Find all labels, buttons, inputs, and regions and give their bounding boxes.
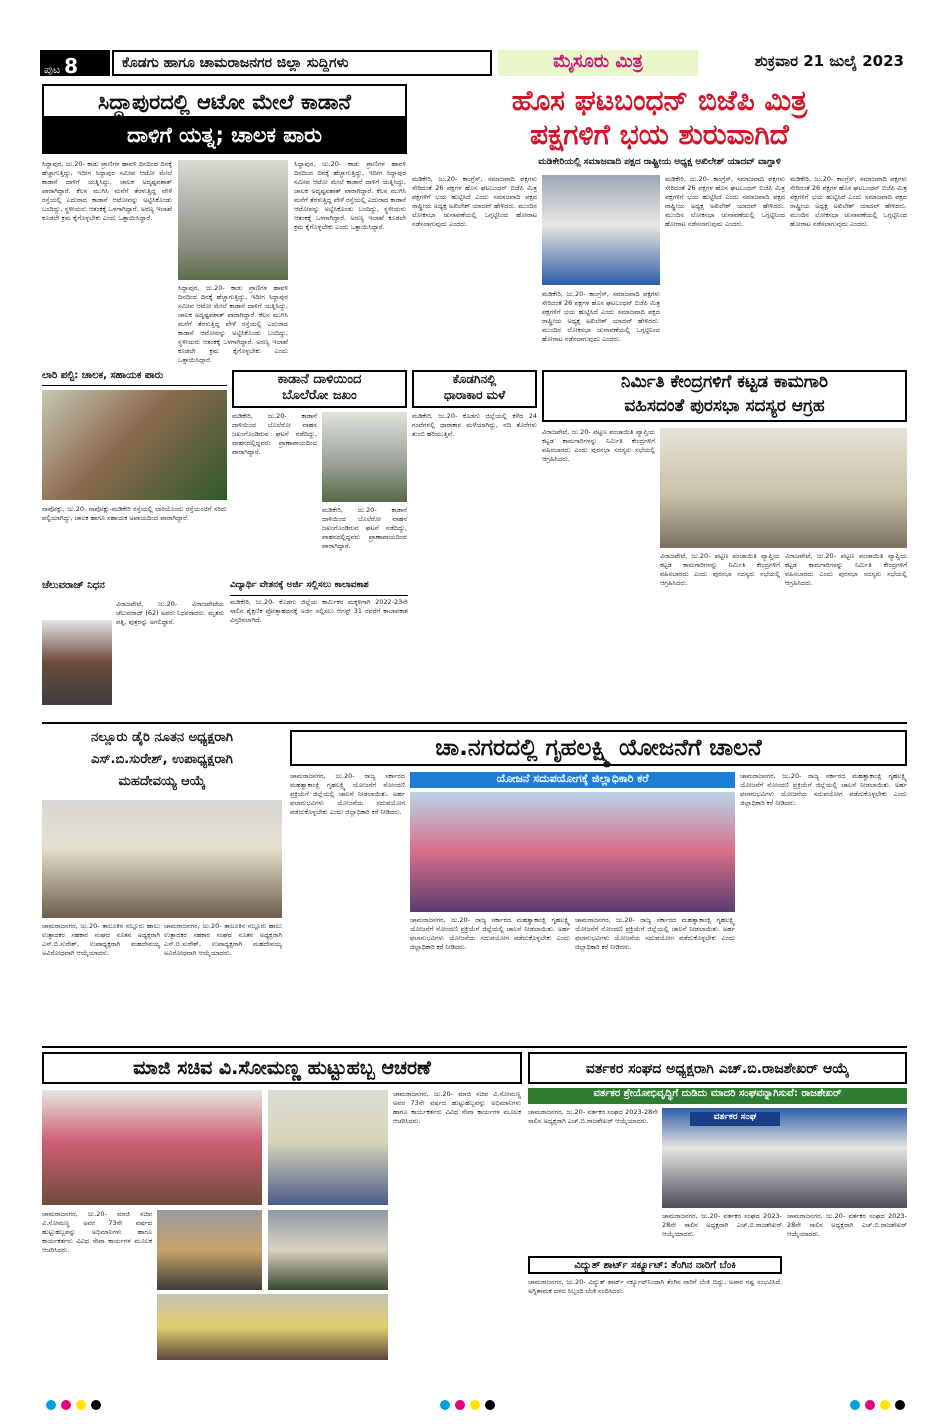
gruhalakshmi-photo: [410, 792, 735, 912]
somanna-headline: ಮಾಜಿ ಸಚಿವ ವಿ.ಸೋಮಣ್ಣ ಹುಟ್ಟುಹಬ್ಬ ಆಚರಣೆ: [42, 1052, 522, 1084]
construction-body-3: ವಿರಾಜಪೇಟೆ, ಜು.20- ಪಟ್ಟಣ ಪಂಚಾಯಿತಿ ವ್ಯಾಪ್ತಿಯ ಕಟ್ಟಡ ಕಾಮಗಾರಿಗಳನ್ನು ನಿರ್ಮಿತಿ ಕೇಂದ್ರಗಳಿಗೆ ವಹಿಸಬಾರದು ಎಂದು ಪುರಸಭಾ ಸದಸ್ಯರು ಸಭೆಯಲ್ಲಿ ಆಗ್ರಹಿಸಿದರು.: [785, 552, 907, 587]
rain-headline-2: ಧಾರಾಕಾರ ಮಳೆ: [412, 388, 537, 408]
section-strip: ಕೊಡಗು ಹಾಗೂ ಚಾಮರಾಜನಗರ ಜಿಲ್ಲಾ ಸುದ್ದಿಗಳು: [112, 50, 492, 76]
dairy-headline-1: ನಲ್ಲೂರು ಡೈರಿ ನೂತನ ಅಧ್ಯಕ್ಷರಾಗಿ: [91, 730, 233, 745]
section-divider: [42, 722, 907, 724]
bolero-headline-2: ಬೊಲೆರೋ ಜಖಂ: [232, 388, 407, 408]
lorry-body: ನಾಪೋಕ್ಲು, ಜು.20- ನಾಪೋಕ್ಲು-ಮಡಿಕೇರಿ ರಸ್ತೆಯಲ್ಲಿ ಲಾರಿಯೊಂದು ರಸ್ತೆಯಂಚಿಗೆ ಸರಿದು ಪಲ್ಟಿಯಾಗಿದ್ದು, ಚಾಲಕ ಹಾಗೂ ಸಹಾಯಕ ಅಪಾಯದಿಂದ ಪಾರಾಗಿದ್ದಾರೆ.: [42, 505, 227, 522]
obituary-body: ವಿರಾಜಪೇಟೆ, ಜು.20- ವಿರಾಜಪೇಟೆಯ ಚೆಲುವರಾಜ್ (62) ಅವರು ನಿಧನರಾದರು. ಮೃತರು ಪತ್ನಿ, ಪುತ್ರರನ್ನು ಅಗಲಿದ್ದಾರೆ.: [116, 600, 224, 626]
bolero-photo: [322, 412, 407, 502]
dairy-photo: [42, 800, 282, 918]
alliance-photo: [542, 175, 660, 285]
alliance-body-2: ಮಡಿಕೇರಿ, ಜು.20- ಕಾಂಗ್ರೆಸ್, ಸಮಾಜವಾದಿ ಪಕ್ಷಗಳು ಸೇರಿದಂತೆ 26 ಪಕ್ಷಗಳ ಹೊಸ ಘಟಬಂಧನ್ ಬಿಜೆಪಿ ಮಿತ್ರ ಪಕ್ಷಗಳಿಗೆ ಭಯ ಹುಟ್ಟಿಸಿದೆ ಎಂದು ಸಮಾಜವಾದಿ ಪಕ್ಷದ ರಾಷ್ಟ್ರೀಯ ಅಧ್ಯಕ್ಷ ಅಖಿಲೇಶ್ ಯಾದವ್ ಹೇಳಿದರು. ಮುಂದಿನ ಲೋಕಸಭಾ ಚುನಾವಣೆಯಲ್ಲಿ ಒಗ್ಗಟ್ಟಿನಿಂದ ಹೋರಾಟ ನಡೆಸಲಾಗುವುದು ಎಂದರು.: [542, 290, 660, 343]
gruhalakshmi-headline: ಚಾ.ನಗರದಲ್ಲಿ ಗೃಹಲಕ್ಷ್ಮಿ ಯೋಜನೆಗೆ ಚಾಲನೆ: [290, 730, 907, 766]
somanna-photo-5: [157, 1294, 388, 1360]
somanna-photo-4: [268, 1210, 388, 1290]
elephant-headline-1: ಸಿದ್ದಾಪುರದಲ್ಲಿ ಆಟೋ ಮೇಲೆ ಕಾಡಾನೆ: [42, 84, 407, 118]
color-registration-right: [850, 1395, 905, 1414]
alliance-body-3: ಮಡಿಕೇರಿ, ಜು.20- ಕಾಂಗ್ರೆಸ್, ಸಮಾಜವಾದಿ ಪಕ್ಷಗಳು ಸೇರಿದಂತೆ 26 ಪಕ್ಷಗಳ ಹೊಸ ಘಟಬಂಧನ್ ಬಿಜೆಪಿ ಮಿತ್ರ ಪಕ್ಷಗಳಿಗೆ ಭಯ ಹುಟ್ಟಿಸಿದೆ ಎಂದು ಸಮಾಜವಾದಿ ಪಕ್ಷದ ರಾಷ್ಟ್ರೀಯ ಅಧ್ಯಕ್ಷ ಅಖಿಲೇಶ್ ಯಾದವ್ ಹೇಳಿದರು. ಮುಂದಿನ ಲೋಕಸಭಾ ಚುನಾವಣೆಯಲ್ಲಿ ಒಗ್ಗಟ್ಟಿನಿಂದ ಹೋರಾಟ ನಡೆಸಲಾಗುವುದು ಎಂದರು.: [665, 175, 785, 228]
alliance-subhead: ಮಡಿಕೇರಿಯಲ್ಲಿ ಸಮಾಜವಾದಿ ಪಕ್ಷದ ರಾಷ್ಟ್ರೀಯ ಅಧ್ಯಕ್ಷ ಅಖಿಲೇಶ್ ಯಾದವ್ ವಾಗ್ದಾಳಿ: [538, 157, 781, 167]
rain-body: ಮಡಿಕೇರಿ, ಜು.20- ಕೊಡಗು ಜಿಲ್ಲೆಯಲ್ಲಿ ಕಳೆದ 24 ಗಂಟೆಗಳಲ್ಲಿ ಧಾರಾಕಾರ ಮಳೆಯಾಗಿದ್ದು, ನದಿ ತೊರೆಗಳು ತುಂಬಿ ಹರಿಯುತ್ತಿವೆ.: [412, 412, 537, 438]
scholarship-body: ಮಡಿಕೇರಿ, ಜು.20- ಕೊಡಗು ಜಿಲ್ಲೆಯ ಕಾರ್ಮಿಕರ ಮಕ್ಕಳಿಗಾಗಿ 2022-23ನೇ ಸಾಲಿನ ಶೈಕ್ಷಣಿಕ ಪ್ರೋತ್ಸಾಹಧನಕ್ಕೆ ಅರ್ಜಿ ಸಲ್ಲಿಸಲು ಆಗಸ್ಟ್ 31 ರವರೆಗೆ ಕಾಲಾವಕಾಶ ವಿಸ್ತರಿಸಲಾಗಿದೆ.: [230, 598, 408, 624]
issue-date: ಶುಕ್ರವಾರ 21 ಜುಲೈ 2023: [754, 52, 904, 70]
page-number: 8: [64, 54, 79, 78]
traders-body-2: ಚಾಮರಾಜನಗರ, ಜು.20- ವರ್ತಕರ ಸಂಘದ 2023-28ನೇ ಸಾಲಿನ ಅಧ್ಯಕ್ಷರಾಗಿ ಎಚ್.ಬಿ.ರಾಜಶೇಖರ್ ಆಯ್ಕೆಯಾದರು.: [662, 1212, 782, 1238]
dairy-headline-3: ಮಹದೇವಯ್ಯ ಆಯ್ಕೆ: [118, 774, 206, 789]
elephant-body-2: ಸಿದ್ದಾಪುರ, ಜು.20- ಕಾಡು ಪ್ರಾಣಿಗಳ ಹಾವಳಿ ದಿನದಿಂದ ದಿನಕ್ಕೆ ಹೆಚ್ಚಾಗುತ್ತಿದ್ದು, ಇದೀಗ ಸಿದ್ದಾಪುರ ಸಮೀಪ ಆಟೋ ಮೇಲೆ ಕಾಡಾನೆ ದಾಳಿಗೆ ಯತ್ನಿಸಿದ್ದು, ಚಾಲಕ ಅದೃಷ್ಟವಶಾತ್ ಪಾರಾಗಿದ್ದಾರೆ. ಕೆಲಸ ಮುಗಿಸಿ ಮನೆಗೆ ತೆರಳುತ್ತಿದ್ದ ವೇಳೆ ರಸ್ತೆಯಲ್ಲಿ ಎದುರಾದ ಕಾಡಾನೆ ಆಟೋವನ್ನು ಅಟ್ಟಿಸಿಕೊಂಡು ಬಂದಿದ್ದು, ಸ್ಥಳೀಯರು ಆತಂಕಕ್ಕೆ ಒಳಗಾಗಿದ್ದಾರೆ. ಅರಣ್ಯ ಇಲಾಖೆ ಕೂಡಲೇ ಕ್ರಮ ಕೈಗೊಳ್ಳಬೇಕು ಎಂದು ಒತ್ತಾಯಿಸಿದ್ದಾರೆ.: [294, 160, 406, 231]
page-number-box: [40, 50, 110, 76]
elephant-body: ಸಿದ್ದಾಪುರ, ಜು.20- ಕಾಡು ಪ್ರಾಣಿಗಳ ಹಾವಳಿ ದಿನದಿಂದ ದಿನಕ್ಕೆ ಹೆಚ್ಚಾಗುತ್ತಿದ್ದು, ಇದೀಗ ಸಿದ್ದಾಪುರ ಸಮೀಪ ಆಟೋ ಮೇಲೆ ಕಾಡಾನೆ ದಾಳಿಗೆ ಯತ್ನಿಸಿದ್ದು, ಚಾಲಕ ಅದೃಷ್ಟವಶಾತ್ ಪಾರಾಗಿದ್ದಾರೆ. ಕೆಲಸ ಮುಗಿಸಿ ಮನೆಗೆ ತೆರಳುತ್ತಿದ್ದ ವೇಳೆ ರಸ್ತೆಯಲ್ಲಿ ಎದುರಾದ ಕಾಡಾನೆ ಆಟೋವನ್ನು ಅಟ್ಟಿಸಿಕೊಂಡು ಬಂದಿದ್ದು, ಸ್ಥಳೀಯರು ಆತಂಕಕ್ಕೆ ಒಳಗಾಗಿದ್ದಾರೆ. ಅರಣ್ಯ ಇಲಾಖೆ ಕೂಡಲೇ ಕ್ರಮ ಕೈಗೊಳ್ಳಬೇಕು ಎಂದು ಒತ್ತಾಯಿಸಿದ್ದಾರೆ.: [42, 160, 172, 222]
alliance-body-4: ಮಡಿಕೇರಿ, ಜು.20- ಕಾಂಗ್ರೆಸ್, ಸಮಾಜವಾದಿ ಪಕ್ಷಗಳು ಸೇರಿದಂತೆ 26 ಪಕ್ಷಗಳ ಹೊಸ ಘಟಬಂಧನ್ ಬಿಜೆಪಿ ಮಿತ್ರ ಪಕ್ಷಗಳಿಗೆ ಭಯ ಹುಟ್ಟಿಸಿದೆ ಎಂದು ಸಮಾಜವಾದಿ ಪಕ್ಷದ ರಾಷ್ಟ್ರೀಯ ಅಧ್ಯಕ್ಷ ಅಖಿಲೇಶ್ ಯಾದವ್ ಹೇಳಿದರು. ಮುಂದಿನ ಲೋಕಸಭಾ ಚುನಾವಣೆಯಲ್ಲಿ ಒಗ್ಗಟ್ಟಿನಿಂದ ಹೋರಾಟ ನಡೆಸಲಾಗುವುದು ಎಂದರು.: [790, 175, 907, 228]
construction-headline-2: ವಹಿಸದಂತೆ ಪುರಸಭಾ ಸದಸ್ಯರ ಆಗ್ರಹ: [542, 396, 907, 422]
alliance-headline-2: ಪಕ್ಷಗಳಿಗೆ ಭಯ ಶುರುವಾಗಿದೆ: [530, 118, 789, 151]
alliance-body: ಮಡಿಕೇರಿ, ಜು.20- ಕಾಂಗ್ರೆಸ್, ಸಮಾಜವಾದಿ ಪಕ್ಷಗಳು ಸೇರಿದಂತೆ 26 ಪಕ್ಷಗಳ ಹೊಸ ಘಟಬಂಧನ್ ಬಿಜೆಪಿ ಮಿತ್ರ ಪಕ್ಷಗಳಿಗೆ ಭಯ ಹುಟ್ಟಿಸಿದೆ ಎಂದು ಸಮಾಜವಾದಿ ಪಕ್ಷದ ರಾಷ್ಟ್ರೀಯ ಅಧ್ಯಕ್ಷ ಅಖಿಲೇಶ್ ಯಾದವ್ ಹೇಳಿದರು. ಮುಂದಿನ ಲೋಕಸಭಾ ಚುನಾವಣೆಯಲ್ಲಿ ಒಗ್ಗಟ್ಟಿನಿಂದ ಹೋರಾಟ ನಡೆಸಲಾಗುವುದು ಎಂದರು.: [412, 175, 537, 228]
construction-headline-1: ನಿರ್ಮಿತಿ ಕೇಂದ್ರಗಳಿಗೆ ಕಟ್ಟಡ ಕಾಮಗಾರಿ: [542, 370, 907, 396]
construction-body-2: ವಿರಾಜಪೇಟೆ, ಜು.20- ಪಟ್ಟಣ ಪಂಚಾಯಿತಿ ವ್ಯಾಪ್ತಿಯ ಕಟ್ಟಡ ಕಾಮಗಾರಿಗಳನ್ನು ನಿರ್ಮಿತಿ ಕೇಂದ್ರಗಳಿಗೆ ವಹಿಸಬಾರದು ಎಂದು ಪುರಸಭಾ ಸದಸ್ಯರು ಸಭೆಯಲ್ಲಿ ಆಗ್ರಹಿಸಿದರು.: [660, 552, 780, 587]
lorry-photo: [42, 390, 227, 500]
somanna-photo-3: [157, 1210, 262, 1290]
section-divider-2: [42, 1046, 907, 1048]
lorry-headline: ಲಾರಿ ಪಲ್ಟಿ: ಚಾಲಕ, ಸಹಾಯಕ ಪಾರು: [42, 370, 227, 386]
color-registration-center: [440, 1395, 495, 1414]
somanna-photo-2: [268, 1090, 388, 1205]
scholarship-headline: ವಿದ್ಯಾರ್ಥಿ ವೇತನಕ್ಕೆ ಅರ್ಜಿ ಸಲ್ಲಿಸಲು ಕಾಲಾವಕಾಶ: [230, 580, 408, 596]
rain-headline-1: ಕೊಡಗಿನಲ್ಲಿ: [412, 370, 537, 388]
construction-photo: [660, 428, 907, 548]
somanna-body: ಚಾಮರಾಜನಗರ, ಜು.20- ಮಾಜಿ ಸಚಿವ ವಿ.ಸೋಮಣ್ಣ ಅವರ 73ನೇ ವರ್ಷದ ಹುಟ್ಟುಹಬ್ಬವನ್ನು ಅಭಿಮಾನಿಗಳು ಹಾಗೂ ಕಾರ್ಯಕರ್ತರು ವಿವಿಧ ಸೇವಾ ಕಾರ್ಯಗಳ ಮೂಲಕ ಆಚರಿಸಿದರು.: [393, 1090, 521, 1125]
obituary-headline: ಚೆಲುವರಾಜ್ ನಿಧನ: [42, 580, 172, 596]
page-label: ಪುಟ: [44, 63, 61, 76]
gruhalakshmi-subhead: ಯೋಜನೆ ಸದುಪಯೋಗಕ್ಕೆ ಜಿಲ್ಲಾಧಿಕಾರಿ ಕರೆ: [410, 772, 735, 788]
dairy-body: ಚಾಮರಾಜನಗರ, ಜು.20- ತಾಲೂಕಿನ ನಲ್ಲೂರು ಹಾಲು ಉತ್ಪಾದಕರ ಸಹಕಾರ ಸಂಘದ ನೂತನ ಅಧ್ಯಕ್ಷರಾಗಿ ಎಸ್.ಬಿ.ಸುರೇಶ್, ಉಪಾಧ್ಯಕ್ಷರಾಗಿ ಮಹದೇವಯ್ಯ ಅವಿರೋಧವಾಗಿ ಆಯ್ಕೆಯಾದರು.: [42, 922, 160, 957]
traders-box-title: ವರ್ತಕರ ಸಂಘ: [690, 1112, 780, 1126]
color-registration-left: [46, 1395, 101, 1414]
obituary-photo: [42, 620, 112, 705]
gruhalakshmi-body: ಚಾಮರಾಜನಗರ, ಜು.20- ರಾಜ್ಯ ಸರ್ಕಾರದ ಮಹತ್ವಾಕಾಂಕ್ಷಿ ಗೃಹಲಕ್ಷ್ಮಿ ಯೋಜನೆಗೆ ನೋಂದಣಿ ಪ್ರಕ್ರಿಯೆಗೆ ಜಿಲ್ಲೆಯಲ್ಲಿ ಚಾಲನೆ ನೀಡಲಾಯಿತು. ಅರ್ಹ ಫಲಾನುಭವಿಗಳು ಯೋಜನೆಯ ಸದುಪಯೋಗ ಪಡೆದುಕೊಳ್ಳಬೇಕು ಎಂದು ಜಿಲ್ಲಾಧಿಕಾರಿ ಕರೆ ನೀಡಿದರು.: [290, 772, 405, 816]
gruhalakshmi-body-2: ಚಾಮರಾಜನಗರ, ಜು.20- ರಾಜ್ಯ ಸರ್ಕಾರದ ಮಹತ್ವಾಕಾಂಕ್ಷಿ ಗೃಹಲಕ್ಷ್ಮಿ ಯೋಜನೆಗೆ ನೋಂದಣಿ ಪ್ರಕ್ರಿಯೆಗೆ ಜಿಲ್ಲೆಯಲ್ಲಿ ಚಾಲನೆ ನೀಡಲಾಯಿತು. ಅರ್ಹ ಫಲಾನುಭವಿಗಳು ಯೋಜನೆಯ ಸದುಪಯೋಗ ಪಡೆದುಕೊಳ್ಳಬೇಕು ಎಂದು ಜಿಲ್ಲಾಧಿಕಾರಿ ಕರೆ ನೀಡಿದರು.: [410, 916, 570, 951]
construction-body: ವಿರಾಜಪೇಟೆ, ಜು.20- ಪಟ್ಟಣ ಪಂಚಾಯಿತಿ ವ್ಯಾಪ್ತಿಯ ಕಟ್ಟಡ ಕಾಮಗಾರಿಗಳನ್ನು ನಿರ್ಮಿತಿ ಕೇಂದ್ರಗಳಿಗೆ ವಹಿಸಬಾರದು ಎಂದು ಪುರಸಭಾ ಸದಸ್ಯರು ಸಭೆಯಲ್ಲಿ ಆಗ್ರಹಿಸಿದರು.: [542, 428, 655, 463]
traders-body: ಚಾಮರಾಜನಗರ, ಜು.20- ವರ್ತಕರ ಸಂಘದ 2023-28ನೇ ಸಾಲಿನ ಅಧ್ಯಕ್ಷರಾಗಿ ಎಚ್.ಬಿ.ರಾಜಶೇಖರ್ ಆಯ್ಕೆಯಾದರು.: [528, 1108, 658, 1125]
alliance-headline-1: ಹೊಸ ಘಟಬಂಧನ್ ಬಿಜೆಪಿ ಮಿತ್ರ: [511, 84, 808, 117]
traders-headline: ವರ್ತಕರ ಸಂಘದ ಅಧ್ಯಕ್ಷರಾಗಿ ಎಚ್.ಬಿ.ರಾಜಶೇಖರ್ ಆಯ್ಕೆ: [528, 1052, 907, 1084]
dairy-body-2: ಚಾಮರಾಜನಗರ, ಜು.20- ತಾಲೂಕಿನ ನಲ್ಲೂರು ಹಾಲು ಉತ್ಪಾದಕರ ಸಹಕಾರ ಸಂಘದ ನೂತನ ಅಧ್ಯಕ್ಷರಾಗಿ ಎಸ್.ಬಿ.ಸುರೇಶ್, ಉಪಾಧ್ಯಕ್ಷರಾಗಿ ಮಹದೇವಯ್ಯ ಅವಿರೋಧವಾಗಿ ಆಯ್ಕೆಯಾದರು.: [164, 922, 282, 957]
somanna-photo: [42, 1090, 262, 1205]
gruhalakshmi-body-4: ಚಾಮರಾಜನಗರ, ಜು.20- ರಾಜ್ಯ ಸರ್ಕಾರದ ಮಹತ್ವಾಕಾಂಕ್ಷಿ ಗೃಹಲಕ್ಷ್ಮಿ ಯೋಜನೆಗೆ ನೋಂದಣಿ ಪ್ರಕ್ರಿಯೆಗೆ ಜಿಲ್ಲೆಯಲ್ಲಿ ಚಾಲನೆ ನೀಡಲಾಯಿತು. ಅರ್ಹ ಫಲಾನುಭವಿಗಳು ಯೋಜನೆಯ ಸದುಪಯೋಗ ಪಡೆದುಕೊಳ್ಳಬೇಕು ಎಂದು ಜಿಲ್ಲಾಧಿಕಾರಿ ಕರೆ ನೀಡಿದರು.: [740, 772, 907, 807]
masthead: ಮೈಸೂರು ಮಿತ್ರ: [498, 50, 698, 76]
bolero-body: ಮಡಿಕೇರಿ, ಜು.20- ಕಾಡಾನೆ ದಾಳಿಯಿಂದ ಬೊಲೆರೋ ವಾಹನ ಜಖಂಗೊಂಡಿರುವ ಘಟನೆ ನಡೆದಿದ್ದು, ವಾಹನದಲ್ಲಿದ್ದವರು ಪ್ರಾಣಾಪಾಯದಿಂದ ಪಾರಾಗಿದ್ದಾರೆ.: [232, 412, 317, 456]
bolero-headline-1: ಕಾಡಾನೆ ದಾಳಿಯಿಂದ: [232, 370, 407, 388]
dairy-headline-2: ಎಸ್.ಬಿ.ಸುರೇಶ್, ಉಪಾಧ್ಯಕ್ಷರಾಗಿ: [91, 752, 233, 767]
electric-headline: ವಿದ್ಯುತ್ ಶಾರ್ಟ್ ಸರ್ಕ್ಯೂಟ್: ತೆಂಗಿನ ನಾರಿಗೆ ಬೆಂಕಿ: [528, 1256, 782, 1274]
bolero-body-2: ಮಡಿಕೇರಿ, ಜು.20- ಕಾಡಾನೆ ದಾಳಿಯಿಂದ ಬೊಲೆರೋ ವಾಹನ ಜಖಂಗೊಂಡಿರುವ ಘಟನೆ ನಡೆದಿದ್ದು, ವಾಹನದಲ್ಲಿದ್ದವರು ಪ್ರಾಣಾಪಾಯದಿಂದ ಪಾರಾಗಿದ್ದಾರೆ.: [322, 506, 407, 550]
somanna-body-2: ಚಾಮರಾಜನಗರ, ಜು.20- ಮಾಜಿ ಸಚಿವ ವಿ.ಸೋಮಣ್ಣ ಅವರ 73ನೇ ವರ್ಷದ ಹುಟ್ಟುಹಬ್ಬವನ್ನು ಅಭಿಮಾನಿಗಳು ಹಾಗೂ ಕಾರ್ಯಕರ್ತರು ವಿವಿಧ ಸೇವಾ ಕಾರ್ಯಗಳ ಮೂಲಕ ಆಚರಿಸಿದರು.: [42, 1210, 152, 1254]
traders-subhead: ವರ್ತಕರ ಶ್ರೇಯೋಭಿವೃದ್ಧಿಗೆ ದುಡಿದು ಮಾದರಿ ಸಂಘವನ್ನಾಗಿಸುವೆ: ರಾಜಶೇಖರ್: [528, 1088, 907, 1104]
traders-body-3: ಚಾಮರಾಜನಗರ, ಜು.20- ವರ್ತಕರ ಸಂಘದ 2023-28ನೇ ಸಾಲಿನ ಅಧ್ಯಕ್ಷರಾಗಿ ಎಚ್.ಬಿ.ರಾಜಶೇಖರ್ ಆಯ್ಕೆಯಾದರು.: [787, 1212, 907, 1238]
elephant-body-3: ಸಿದ್ದಾಪುರ, ಜು.20- ಕಾಡು ಪ್ರಾಣಿಗಳ ಹಾವಳಿ ದಿನದಿಂದ ದಿನಕ್ಕೆ ಹೆಚ್ಚಾಗುತ್ತಿದ್ದು, ಇದೀಗ ಸಿದ್ದಾಪುರ ಸಮೀಪ ಆಟೋ ಮೇಲೆ ಕಾಡಾನೆ ದಾಳಿಗೆ ಯತ್ನಿಸಿದ್ದು, ಚಾಲಕ ಅದೃಷ್ಟವಶಾತ್ ಪಾರಾಗಿದ್ದಾರೆ. ಕೆಲಸ ಮುಗಿಸಿ ಮನೆಗೆ ತೆರಳುತ್ತಿದ್ದ ವೇಳೆ ರಸ್ತೆಯಲ್ಲಿ ಎದುರಾದ ಕಾಡಾನೆ ಆಟೋವನ್ನು ಅಟ್ಟಿಸಿಕೊಂಡು ಬಂದಿದ್ದು, ಸ್ಥಳೀಯರು ಆತಂಕಕ್ಕೆ ಒಳಗಾಗಿದ್ದಾರೆ. ಅರಣ್ಯ ಇಲಾಖೆ ಕೂಡಲೇ ಕ್ರಮ ಕೈಗೊಳ್ಳಬೇಕು ಎಂದು ಒತ್ತಾಯಿಸಿದ್ದಾರೆ.: [178, 284, 288, 364]
electric-body: ಚಾಮರಾಜನಗರ, ಜು.20- ವಿದ್ಯುತ್ ಶಾರ್ಟ್ ಸರ್ಕ್ಯೂಟ್‌ನಿಂದಾಗಿ ತೆಂಗಿನ ನಾರಿಗೆ ಬೆಂಕಿ ಬಿದ್ದು, ಅಪಾರ ನಷ್ಟ ಸಂಭವಿಸಿದೆ. ಅಗ್ನಿಶಾಮಕ ದಳದ ಸಿಬ್ಬಂದಿ ಬೆಂಕಿ ನಂದಿಸಿದರು.: [528, 1278, 782, 1295]
elephant-photo: [178, 160, 288, 280]
elephant-headline-2: ದಾಳಿಗೆ ಯತ್ನ; ಚಾಲಕ ಪಾರು: [42, 118, 407, 154]
gruhalakshmi-body-3: ಚಾಮರಾಜನಗರ, ಜು.20- ರಾಜ್ಯ ಸರ್ಕಾರದ ಮಹತ್ವಾಕಾಂಕ್ಷಿ ಗೃಹಲಕ್ಷ್ಮಿ ಯೋಜನೆಗೆ ನೋಂದಣಿ ಪ್ರಕ್ರಿಯೆಗೆ ಜಿಲ್ಲೆಯಲ್ಲಿ ಚಾಲನೆ ನೀಡಲಾಯಿತು. ಅರ್ಹ ಫಲಾನುಭವಿಗಳು ಯೋಜನೆಯ ಸದುಪಯೋಗ ಪಡೆದುಕೊಳ್ಳಬೇಕು ಎಂದು ಜಿಲ್ಲಾಧಿಕಾರಿ ಕರೆ ನೀಡಿದರು.: [575, 916, 735, 951]
